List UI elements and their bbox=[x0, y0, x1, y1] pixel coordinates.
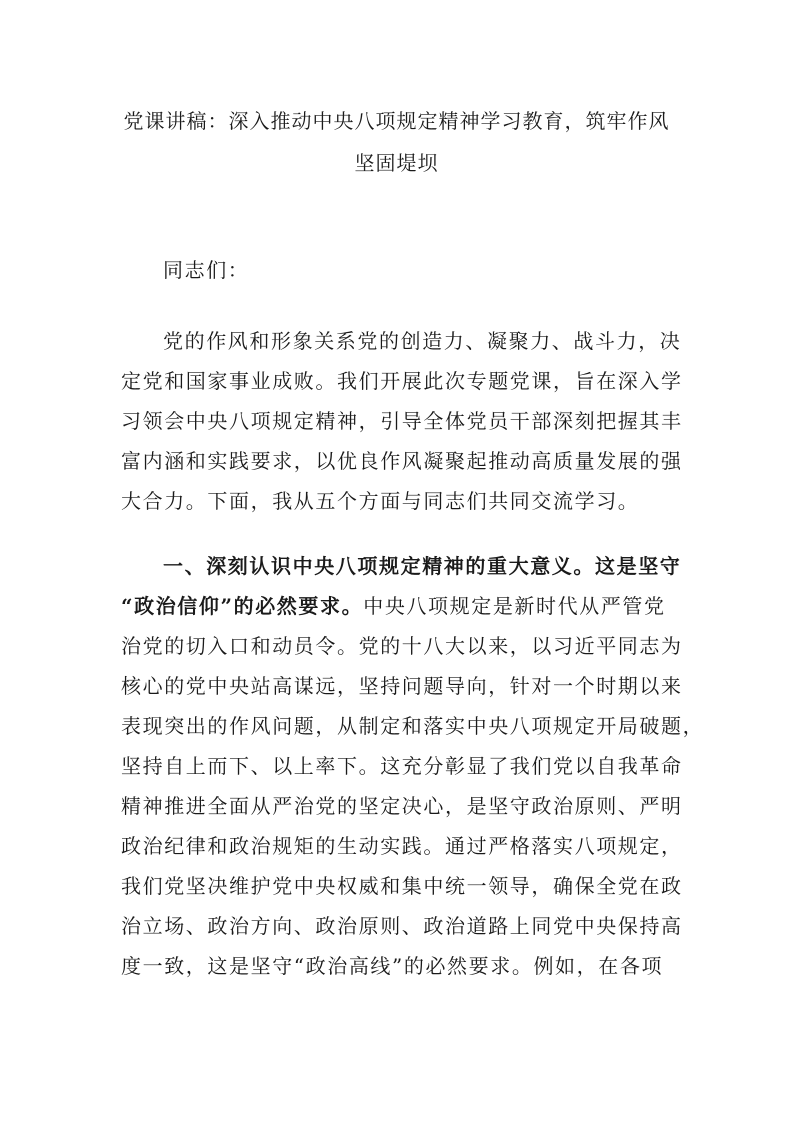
paragraph-line: 精神推进全面从严治党的坚定决心，是坚守政治原则、严明 bbox=[121, 794, 683, 818]
paragraph-line: 度一致，这是坚守“政治高线”的必然要求。例如，在各项 bbox=[121, 954, 664, 978]
section-one-paragraph bbox=[121, 546, 705, 986]
title-line-2: 坚固堤坝 bbox=[354, 151, 439, 175]
paragraph-line: 表现突出的作风问题，从制定和落实中央八项规定开局破题， bbox=[121, 714, 705, 738]
greeting bbox=[121, 250, 681, 290]
document-title bbox=[110, 100, 683, 184]
paragraph-line: 定党和国家事业成败。我们开展此次专题党课，旨在深入学 bbox=[121, 369, 683, 393]
paragraph-line: 大合力。下面，我从五个方面与同志们共同交流学习。 bbox=[121, 489, 640, 513]
paragraph-line: 政治纪律和政治规矩的生动实践。通过严格落实八项规定， bbox=[121, 834, 683, 858]
title-line-1: 党课讲稿：深入推动中央八项规定精神学习教育，筑牢作风 bbox=[123, 109, 670, 133]
paragraph-line: 党的作风和形象关系党的创造力、凝聚力、战斗力，决 bbox=[163, 329, 682, 353]
paragraph-line-rest: 中央八项规定是新时代从严管党 bbox=[363, 594, 666, 618]
greeting-text: 同志们： bbox=[163, 258, 250, 282]
paragraph-line: 我们党坚决维护党中央权威和集中统一领导，确保全党在政 bbox=[121, 874, 683, 898]
intro-paragraph bbox=[121, 321, 681, 521]
section-heading-continuation: “政治信仰”的必然要求。 bbox=[121, 594, 364, 618]
paragraph-line: 坚持自上而下、以上率下。这充分彰显了我们党以自我革命 bbox=[121, 754, 683, 778]
paragraph-line: 治党的切入口和动员令。党的十八大以来，以习近平同志为 bbox=[121, 634, 683, 658]
paragraph-line: 核心的党中央站高谋远，坚持问题导向，针对一个时期以来 bbox=[121, 674, 683, 698]
paragraph-line: 治立场、政治方向、政治原则、政治道路上同党中央保持高 bbox=[121, 914, 683, 938]
paragraph-line bbox=[121, 586, 681, 626]
section-heading-line: 一、深刻认识中央八项规定精神的重大意义。这是坚守 bbox=[163, 554, 682, 578]
paragraph-line: 富内涵和实践要求，以优良作风凝聚起推动高质量发展的强 bbox=[121, 449, 683, 473]
paragraph-line: 习领会中央八项规定精神，引导全体党员干部深刻把握其丰 bbox=[121, 409, 683, 433]
